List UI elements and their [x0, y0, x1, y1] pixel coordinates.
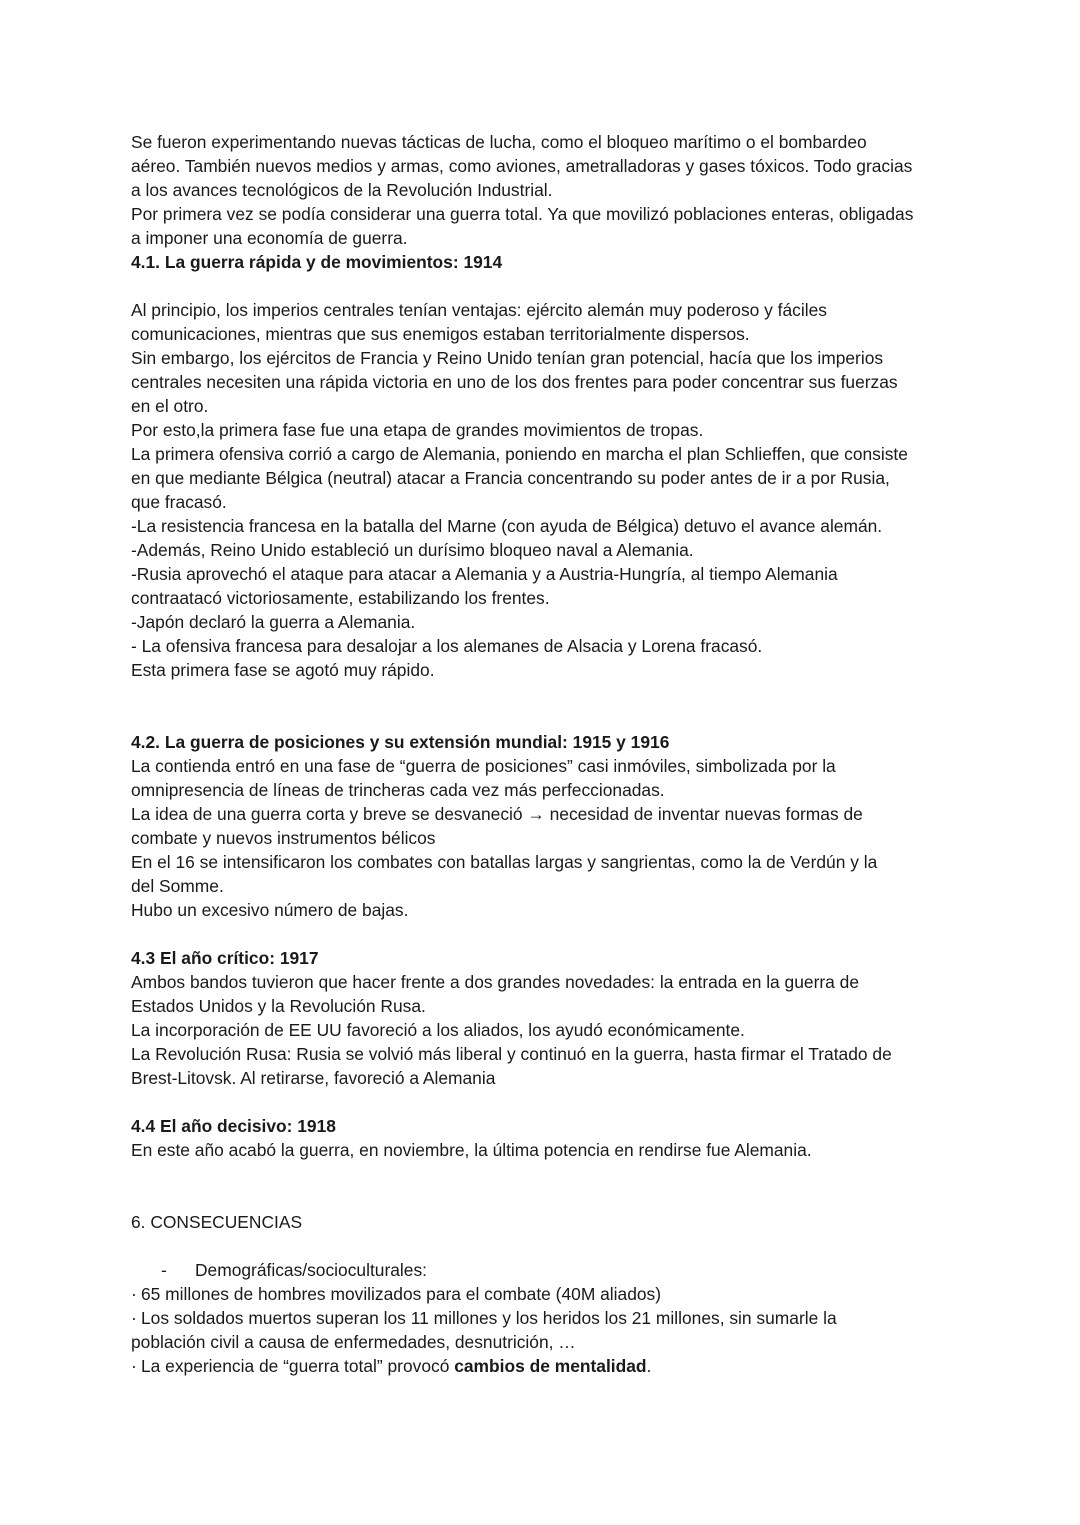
- bullet-continuation: población civil a causa de enfermedades, desnutrición, …: [131, 1332, 576, 1352]
- section-heading-4-1: 4.1. La guerra rápida y de movimientos: 1914: [131, 252, 503, 272]
- section-4-1-body: [131, 298, 961, 682]
- text-line: a los avances tecnológicos de la Revolución Industrial.: [131, 180, 553, 200]
- text-line: comunicaciones, mientras que sus enemigos estaban territorialmente dispersos.: [131, 324, 750, 344]
- bullet-text: 65 millones de hombres movilizados para el combate (40M aliados): [141, 1284, 662, 1304]
- text-line: En este año acabó la guerra, en noviembre, la última potencia en rendirse fue Alemania.: [131, 1140, 812, 1160]
- text-line: Por esto,la primera fase fue una etapa de grandes movimientos de tropas.: [131, 420, 704, 440]
- text-line: en que mediante Bélgica (neutral) atacar a Francia concentrando su poder antes de ir a por Rusia,: [131, 468, 890, 488]
- text-line: Hubo un excesivo número de bajas.: [131, 900, 409, 920]
- text-line: Brest-Litovsk. Al retirarse, favoreció a Alemania: [131, 1068, 496, 1088]
- list-item: [131, 1258, 961, 1282]
- text-line: en el otro.: [131, 396, 209, 416]
- section-heading-4-4: 4.4 El año decisivo: 1918: [131, 1116, 336, 1136]
- text-line: La primera ofensiva corrió a cargo de Alemania, poniendo en marcha el plan Schlieffen, que consiste: [131, 444, 908, 464]
- text-line: La idea de una guerra corta y breve se desvaneció → necesidad de inventar nuevas formas de: [131, 804, 863, 824]
- text-line: -La resistencia francesa en la batalla del Marne (con ayuda de Bélgica) detuvo el avance alemán.: [131, 516, 883, 536]
- text-line: Estados Unidos y la Revolución Rusa.: [131, 996, 426, 1016]
- section-heading-4-3: 4.3 El año crítico: 1917: [131, 948, 319, 968]
- text-line: Al principio, los imperios centrales tenían ventajas: ejército alemán muy poderoso y fáciles: [131, 300, 827, 320]
- bullet-item: [131, 1306, 961, 1330]
- text-line: Sin embargo, los ejércitos de Francia y Reino Unido tenían gran potencial, hacía que los imperios: [131, 348, 884, 368]
- text-line: Esta primera fase se agotó muy rápido.: [131, 660, 435, 680]
- dash-bullet: -: [161, 1260, 167, 1280]
- text-line: -Japón declaró la guerra a Alemania.: [131, 612, 416, 632]
- bullet-text: La experiencia de “guerra total” provocó: [141, 1356, 455, 1376]
- section-4-3-body: [131, 970, 961, 1090]
- bullet-dot: ·: [131, 1284, 137, 1304]
- section-4-2-body: [131, 754, 961, 922]
- text-line: que fracasó.: [131, 492, 227, 512]
- text-line: Ambos bandos tuvieron que hacer frente a dos grandes novedades: la entrada en la guerra de: [131, 972, 860, 992]
- text-line: - La ofensiva francesa para desalojar a los alemanes de Alsacia y Lorena fracasó.: [131, 636, 763, 656]
- text-line: -Además, Reino Unido estableció un durísimo bloqueo naval a Alemania.: [131, 540, 694, 560]
- bullet-dot: ·: [131, 1308, 137, 1328]
- text-line: del Somme.: [131, 876, 224, 896]
- text-line: La contienda entró en una fase de “guerra de posiciones” casi inmóviles, simbolizada por la: [131, 756, 836, 776]
- section-heading-4-2: 4.2. La guerra de posiciones y su extensión mundial: 1915 y 1916: [131, 732, 670, 752]
- text-line: -Rusia aprovechó el ataque para atacar a Alemania y a Austria-Hungría, al tiempo Alemania: [131, 564, 838, 584]
- text-line: a imponer una economía de guerra.: [131, 228, 408, 248]
- text-line: omnipresencia de líneas de trincheras cada vez más perfeccionadas.: [131, 780, 665, 800]
- bullet-emphasis: cambios de mentalidad: [454, 1356, 647, 1376]
- bullet-text-end: .: [646, 1356, 652, 1376]
- text-line: centrales necesiten una rápida victoria en uno de los dos frentes para poder concentrar sus fuerzas: [131, 372, 898, 392]
- text-line: En el 16 se intensificaron los combates con batallas largas y sangrientas, como la de Verdún y la: [131, 852, 878, 872]
- text-line: La incorporación de EE UU favoreció a los aliados, los ayudó económicamente.: [131, 1020, 745, 1040]
- text-line: combate y nuevos instrumentos bélicos: [131, 828, 436, 848]
- text-line: contraatacó victoriosamente, estabilizando los frentes.: [131, 588, 550, 608]
- section-4-4-body: [131, 1138, 961, 1162]
- list-item-label: Demográficas/socioculturales:: [195, 1260, 427, 1280]
- text-line: Por primera vez se podía considerar una guerra total. Ya que movilizó poblaciones enteras, obligadas: [131, 204, 914, 224]
- document-page: [131, 130, 961, 1378]
- section-heading-6: 6. CONSECUENCIAS: [131, 1212, 303, 1232]
- text-line: aéreo. También nuevos medios y armas, como aviones, ametralladoras y gases tóxicos. Todo gracias: [131, 156, 913, 176]
- text-line: La Revolución Rusa: Rusia se volvió más liberal y continuó en la guerra, hasta firmar el Tratado de: [131, 1044, 892, 1064]
- bullet-dot: ·: [131, 1356, 137, 1376]
- bullet-item: [131, 1282, 961, 1306]
- text-line: Se fueron experimentando nuevas tácticas de lucha, como el bloqueo marítimo o el bombardeo: [131, 132, 867, 152]
- bullet-text: Los soldados muertos superan los 11 millones y los heridos los 21 millones, sin sumarle la: [141, 1308, 837, 1328]
- intro-paragraph: [131, 130, 961, 250]
- bullet-item: [131, 1354, 961, 1378]
- consequences-list: [131, 1258, 961, 1378]
